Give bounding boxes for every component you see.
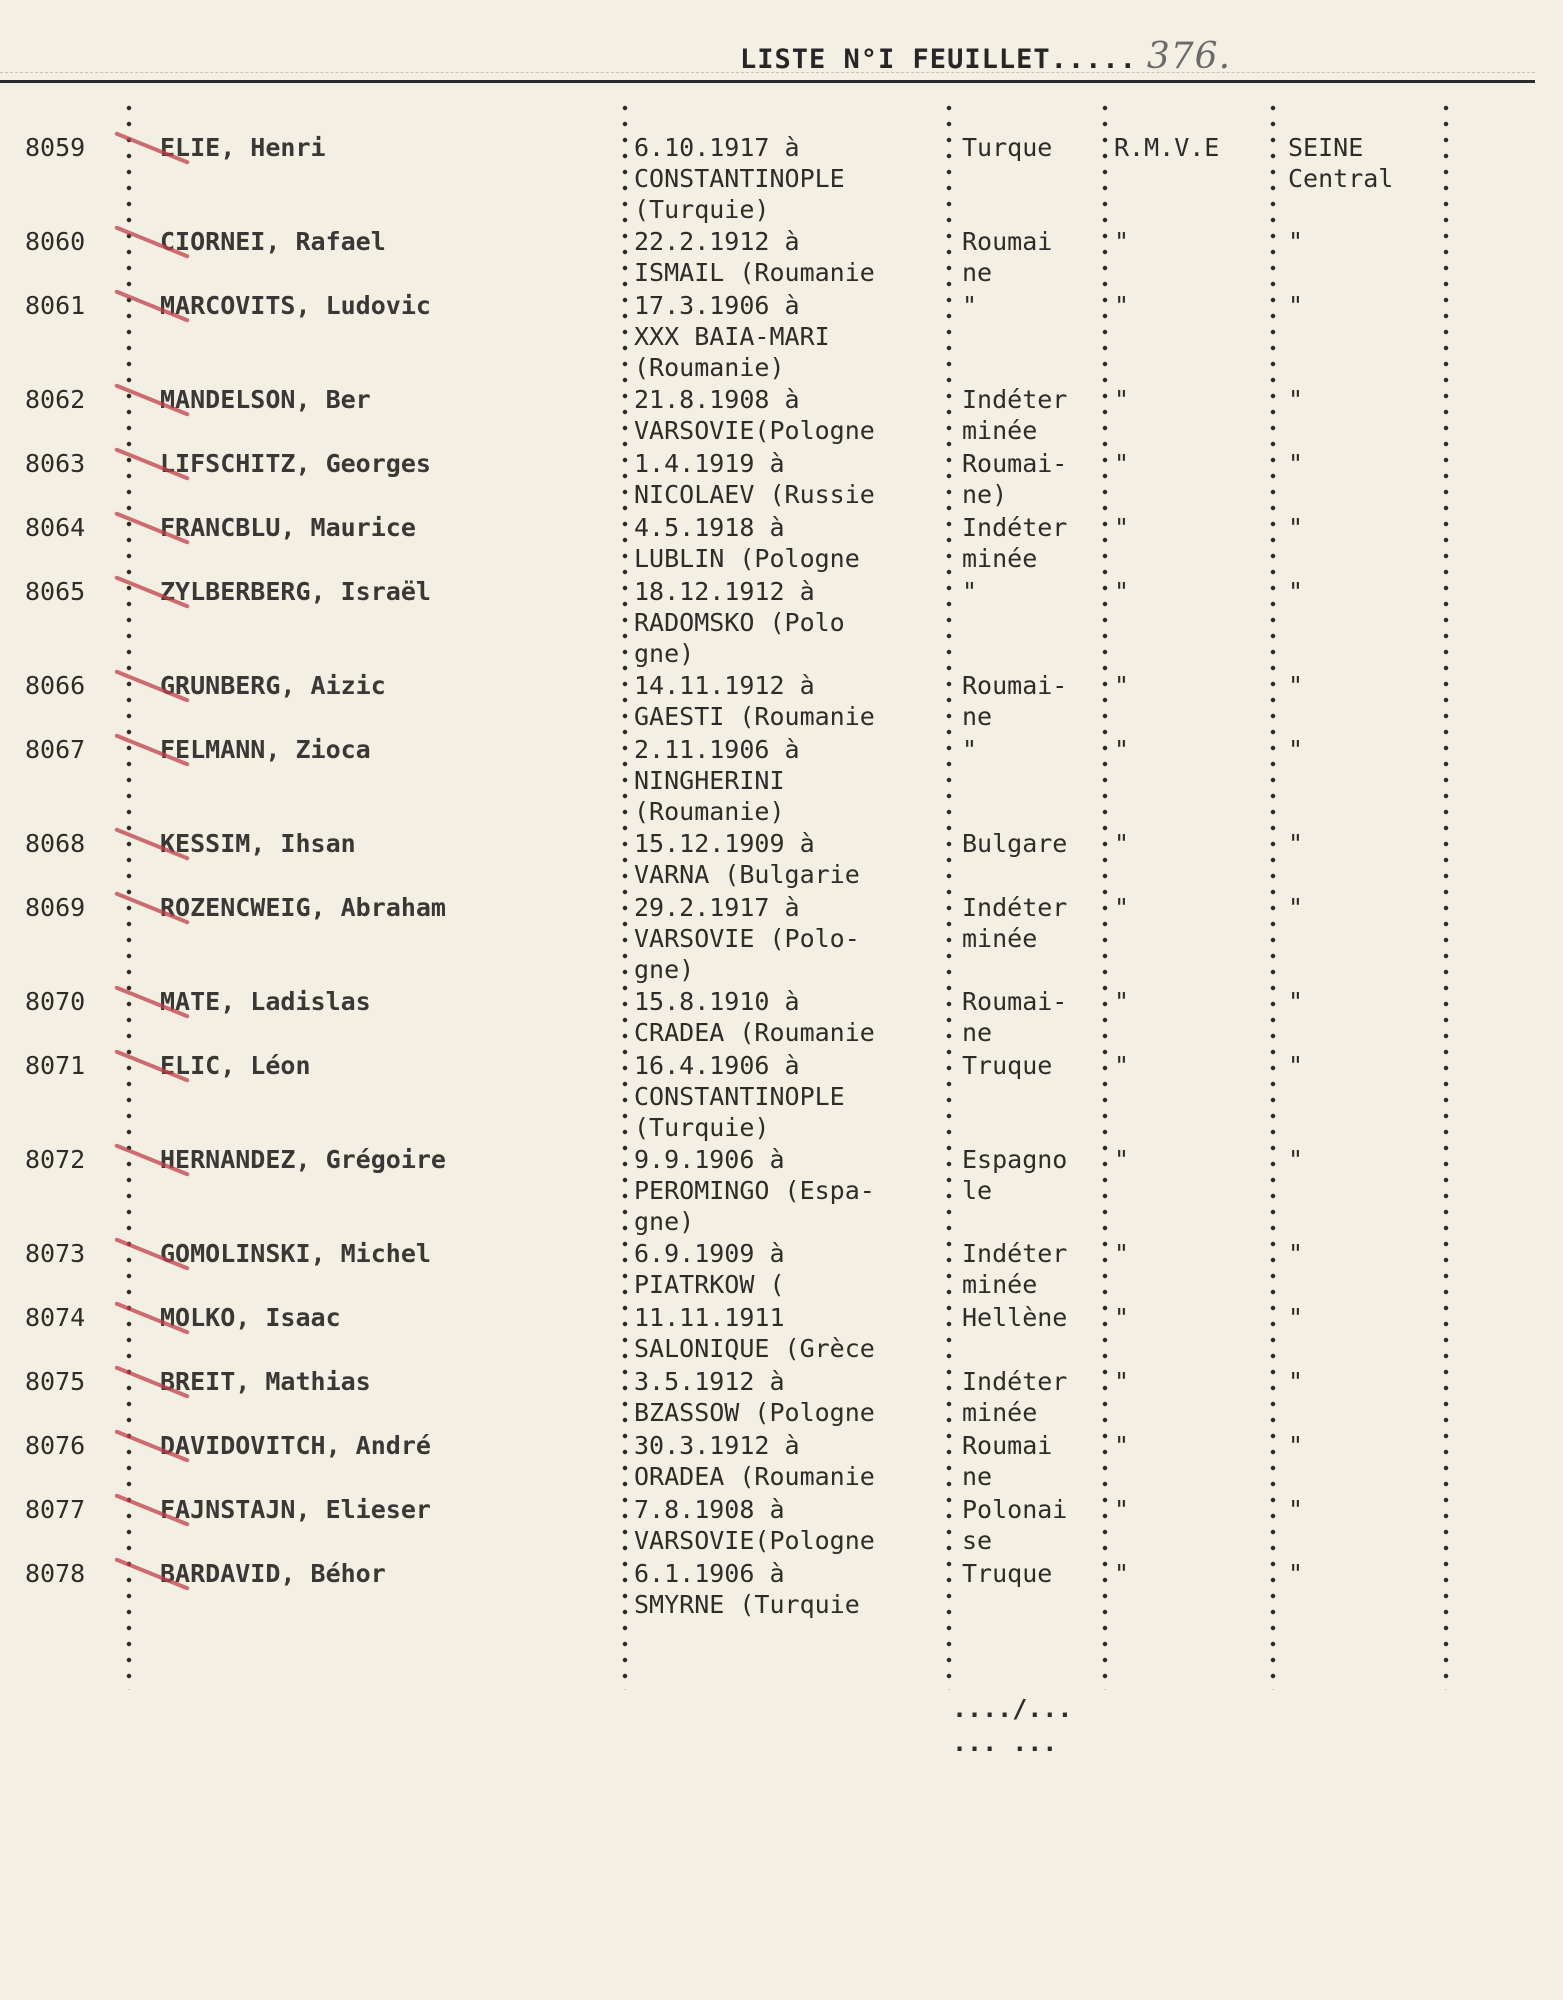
department-line: " [1288,735,1304,764]
entry-number: 8070 [25,987,86,1016]
entry-number: 8064 [25,513,86,542]
birth-date-place [634,1144,944,1237]
person-name: FELMANN, Zioca [160,735,371,764]
department-line: " [1288,1431,1304,1460]
department-line: " [1288,1367,1304,1396]
nationality-line: Truque [962,1559,1053,1588]
rmve-value: " [1114,1559,1130,1588]
department [1288,1494,1438,1525]
entry-number: 8071 [25,1051,86,1080]
nationality-line: Bulgare [962,829,1068,858]
nationality-line: minée [962,416,1038,445]
department [1288,734,1438,765]
person-name: BREIT, Mathias [160,1367,371,1396]
rmve-value: " [1114,513,1130,542]
entry-number: 8063 [25,449,86,478]
department [1288,1302,1438,1333]
person-name: GRUNBERG, Aizic [160,671,386,700]
rmve-value: " [1114,227,1130,256]
entry-number: 8072 [25,1145,86,1174]
nationality [962,384,1107,446]
birth-date-place-line: GAESTI (Roumanie [634,702,875,731]
birth-date-place-line: 6.1.1906 à [634,1559,785,1588]
rmve-value: " [1114,1367,1130,1396]
department [1288,1430,1438,1461]
nationality-line: Indéter [962,1367,1068,1396]
nationality-line: minée [962,924,1038,953]
nationality [962,1366,1107,1428]
nationality-line: se [962,1526,993,1555]
list-item [0,734,1563,827]
faint-rule [0,72,1535,73]
department [1288,1366,1438,1397]
birth-date-place-line: gne) [634,1207,695,1236]
header-rule [0,80,1535,83]
nationality-line: ne) [962,480,1008,509]
birth-date-place [634,1366,944,1428]
birth-date-place-line: VARSOVIE(Pologne [634,416,875,445]
nationality-line: Espagno [962,1145,1068,1174]
list-item [0,892,1563,985]
birth-date-place [634,1238,944,1300]
list-title: LISTE N°I FEUILLET..... [740,44,1137,75]
nationality-line: minée [962,544,1038,573]
nationality-line: Roumai [962,227,1053,256]
birth-date-place [634,1050,944,1143]
birth-date-place-line: 30.3.1912 à [634,1431,800,1460]
nationality [962,734,1107,765]
birth-date-place [634,226,944,288]
birth-date-place-line: (Turquie) [634,1113,770,1142]
department-line: " [1288,449,1304,478]
birth-date-place [634,576,944,669]
birth-date-place-line: VARSOVIE (Polo- [634,924,860,953]
person-name: ROZENCWEIG, Abraham [160,893,446,922]
entry-number: 8069 [25,893,86,922]
list-item [0,512,1563,574]
birth-date-place [634,828,944,890]
nationality [962,448,1107,510]
nationality [962,226,1107,288]
sheet-number: 376. [1146,36,1232,77]
person-name: FRANCBLU, Maurice [160,513,416,542]
nationality-line: Roumai- [962,987,1068,1016]
page-header [740,36,1231,77]
birth-date-place-line: (Roumanie) [634,797,785,826]
birth-date-place-line: LUBLIN (Pologne [634,544,860,573]
rmve-value: " [1114,291,1130,320]
department [1288,290,1438,321]
department-line: Central [1288,164,1394,193]
nationality-line: Roumai [962,1431,1053,1460]
nationality [962,892,1107,954]
birth-date-place-line: VARNA (Bulgarie [634,860,860,889]
birth-date-place [634,986,944,1048]
department [1288,1144,1438,1175]
rmve-value: " [1114,893,1130,922]
birth-date-place [634,734,944,827]
nationality [962,1050,1107,1081]
entry-number: 8068 [25,829,86,858]
rmve-value: " [1114,1431,1130,1460]
rmve-value: " [1114,829,1130,858]
rmve-value: " [1114,1051,1130,1080]
department [1288,132,1438,194]
person-name: CIORNEI, Rafael [160,227,386,256]
birth-date-place-line: PEROMINGO (Espa- [634,1176,875,1205]
birth-date-place-line: 2.11.1906 à [634,735,800,764]
nationality [962,1494,1107,1556]
nationality-line: " [962,291,978,320]
continuation-text: ..../... [952,1694,1073,1723]
birth-date-place-line: XXX BAIA-MARI [634,322,830,351]
department [1288,512,1438,543]
person-name: ELIE, Henri [160,133,326,162]
nationality [962,1302,1107,1333]
department [1288,384,1438,415]
nationality-line: Indéter [962,385,1068,414]
rmve-value: " [1114,735,1130,764]
department [1288,892,1438,923]
list-item [0,1366,1563,1428]
birth-date-place-line: CRADEA (Roumanie [634,1018,875,1047]
nationality [962,290,1107,321]
nationality-line: Hellène [962,1303,1068,1332]
department-line: " [1288,1051,1304,1080]
nationality-line: Indéter [962,893,1068,922]
list-item [0,576,1563,669]
birth-date-place [634,1494,944,1556]
nationality-line: ne [962,258,993,287]
rmve-value: " [1114,449,1130,478]
birth-date-place [634,448,944,510]
list-item [0,828,1563,890]
department-line: " [1288,291,1304,320]
rmve-value: " [1114,577,1130,606]
birth-date-place-line: 6.10.1917 à [634,133,800,162]
birth-date-place-line: 17.3.1906 à [634,291,800,320]
department [1288,226,1438,257]
nationality-line: Roumai- [962,449,1068,478]
birth-date-place-line: 29.2.1917 à [634,893,800,922]
birth-date-place-line: 4.5.1918 à [634,513,785,542]
rmve-value: " [1114,385,1130,414]
nationality-line: " [962,735,978,764]
rmve-value: " [1114,1239,1130,1268]
rmve-value: " [1114,671,1130,700]
person-name: DAVIDOVITCH, André [160,1431,431,1460]
birth-date-place-line: 22.2.1912 à [634,227,800,256]
entry-number: 8078 [25,1559,86,1588]
person-name: LIFSCHITZ, Georges [160,449,431,478]
person-name: MANDELSON, Ber [160,385,371,414]
birth-date-place-line: 1.4.1919 à [634,449,785,478]
list-item [0,670,1563,732]
birth-date-place-line: (Roumanie) [634,353,785,382]
person-name: KESSIM, Ihsan [160,829,356,858]
birth-date-place [634,384,944,446]
list-item [0,1238,1563,1300]
birth-date-place [634,1430,944,1492]
birth-date-place-line: 15.8.1910 à [634,987,800,1016]
birth-date-place [634,290,944,383]
birth-date-place-line: 6.9.1909 à [634,1239,785,1268]
birth-date-place [634,1558,944,1620]
department [1288,986,1438,1017]
nationality-line: ne [962,702,993,731]
birth-date-place-line: SALONIQUE (Grèce [634,1334,875,1363]
list-item [0,448,1563,510]
entry-number: 8076 [25,1431,86,1460]
department-line: " [1288,1559,1304,1588]
birth-date-place [634,512,944,574]
person-name: HERNANDEZ, Grégoire [160,1145,446,1174]
person-name: ELIC, Léon [160,1051,311,1080]
nationality-line: ne [962,1018,993,1047]
birth-date-place [634,1302,944,1364]
birth-date-place-line: 18.12.1912 à [634,577,815,606]
birth-date-place-line: CONSTANTINOPLE [634,164,845,193]
department-line: " [1288,1303,1304,1332]
nationality [962,1144,1107,1206]
entry-number: 8074 [25,1303,86,1332]
nationality-line: minée [962,1270,1038,1299]
birth-date-place [634,892,944,985]
list-item [0,1558,1563,1620]
nationality-line: Roumai- [962,671,1068,700]
nationality [962,132,1107,163]
birth-date-place-line: 16.4.1906 à [634,1051,800,1080]
list-item [0,986,1563,1048]
person-name: MARCOVITS, Ludovic [160,291,431,320]
person-name: MATE, Ladislas [160,987,371,1016]
person-name: BARDAVID, Béhor [160,1559,386,1588]
nationality [962,512,1107,574]
birth-date-place-line: ORADEA (Roumanie [634,1462,875,1491]
nationality-line: minée [962,1398,1038,1427]
birth-date-place-line: 15.12.1909 à [634,829,815,858]
person-name: GOMOLINSKI, Michel [160,1239,431,1268]
rmve-value: " [1114,1145,1130,1174]
entry-number: 8065 [25,577,86,606]
birth-date-place-line: NINGHERINI [634,766,785,795]
department-line: " [1288,1145,1304,1174]
nationality [962,1430,1107,1492]
birth-date-place-line: VARSOVIE(Pologne [634,1526,875,1555]
department-line: SEINE [1288,133,1364,162]
birth-date-place-line: ISMAIL (Roumanie [634,258,875,287]
entry-number: 8062 [25,385,86,414]
person-name: MOLKO, Isaac [160,1303,341,1332]
birth-date-place-line: SMYRNE (Turquie [634,1590,860,1619]
department [1288,1238,1438,1269]
department-line: " [1288,577,1304,606]
department-line: " [1288,1239,1304,1268]
nationality [962,828,1107,859]
department-line: " [1288,513,1304,542]
rmve-value: " [1114,1495,1130,1524]
birth-date-place-line: 7.8.1908 à [634,1495,785,1524]
list-item [0,290,1563,383]
department-line: " [1288,227,1304,256]
department [1288,448,1438,479]
entry-number: 8077 [25,1495,86,1524]
department-line: " [1288,671,1304,700]
department [1288,576,1438,607]
birth-date-place-line: BZASSOW (Pologne [634,1398,875,1427]
list-item [0,384,1563,446]
list-item [0,132,1563,225]
person-name: FAJNSTAJN, Elieser [160,1495,431,1524]
nationality [962,986,1107,1048]
birth-date-place [634,670,944,732]
person-name: ZYLBERBERG, Israël [160,577,431,606]
nationality-line: Polonai [962,1495,1068,1524]
birth-date-place-line: 11.11.1911 [634,1303,785,1332]
department-line: " [1288,1495,1304,1524]
entry-number: 8060 [25,227,86,256]
nationality [962,670,1107,732]
continuation-mark [952,1692,1072,1760]
department-line: " [1288,385,1304,414]
nationality [962,576,1107,607]
birth-date-place-line: 14.11.1912 à [634,671,815,700]
rmve-value: " [1114,987,1130,1016]
department-line: " [1288,987,1304,1016]
birth-date-place [634,132,944,225]
entry-number: 8075 [25,1367,86,1396]
nationality-line: Indéter [962,513,1068,542]
list-item [0,1494,1563,1556]
nationality-line: " [962,577,978,606]
nationality-line: Indéter [962,1239,1068,1268]
entry-number: 8061 [25,291,86,320]
nationality-line: ne [962,1462,993,1491]
entry-number: 8066 [25,671,86,700]
birth-date-place-line: gne) [634,639,695,668]
birth-date-place-line: (Turquie) [634,195,770,224]
department [1288,828,1438,859]
list-item [0,226,1563,288]
birth-date-place-line: CONSTANTINOPLE [634,1082,845,1111]
birth-date-place-line: NICOLAEV (Russie [634,480,875,509]
department-line: " [1288,893,1304,922]
department-line: " [1288,829,1304,858]
nationality-line: le [962,1176,993,1205]
department [1288,1050,1438,1081]
nationality [962,1238,1107,1300]
nationality-line: Truque [962,1051,1053,1080]
birth-date-place-line: 9.9.1906 à [634,1145,785,1174]
birth-date-place-line: gne) [634,955,695,984]
list-item [0,1302,1563,1364]
list-item [0,1144,1563,1237]
nationality [962,1558,1107,1589]
entry-number: 8073 [25,1239,86,1268]
birth-date-place-line: PIATRKOW ( [634,1270,785,1299]
rmve-value: R.M.V.E [1114,133,1220,162]
birth-date-place-line: 3.5.1912 à [634,1367,785,1396]
continuation-dots: ... ... [952,1728,1058,1757]
list-item [0,1050,1563,1143]
department [1288,1558,1438,1589]
birth-date-place-line: RADOMSKO (Polo [634,608,845,637]
department [1288,670,1438,701]
birth-date-place-line: 21.8.1908 à [634,385,800,414]
entry-number: 8067 [25,735,86,764]
list-item [0,1430,1563,1492]
rmve-value: " [1114,1303,1130,1332]
nationality-line: Turque [962,133,1053,162]
entry-number: 8059 [25,133,86,162]
